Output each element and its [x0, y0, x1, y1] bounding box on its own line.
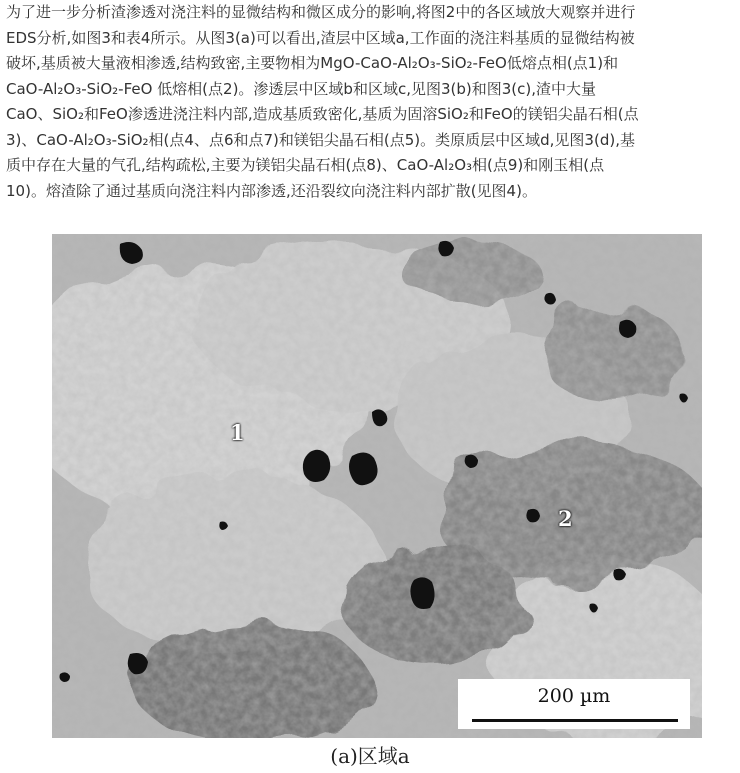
paragraph-line: 为了进一步分析渣渗透对浇注料的显微结构和微区成分的影响,将图2中的各区域放大观察并进行	[6, 3, 636, 21]
scale-bar-line	[472, 719, 678, 722]
paragraph-line: CaO-Al₂O₃-SiO₂-FeO 低熔相(点2)。渗透层中区域b和区域c,见图3(b)和图3(c),渣中大量	[6, 79, 596, 98]
micrograph-texture	[52, 234, 702, 738]
sem-micrograph	[52, 234, 702, 738]
paragraph-line: EDS分析,如图3和表4所示。从图3(a)可以看出,渣层中区域a,工作面的浇注料基质的显微结构被	[6, 28, 635, 47]
scale-bar-label: 200 µm	[537, 685, 611, 707]
paragraph-line: 质中存在大量的气孔,结构疏松,主要为镁铝尖晶石相(点8)、CaO-Al₂O₃相(点9)和刚玉相(点	[6, 156, 605, 174]
paragraph-line: 3)、CaO-Al₂O₃-SiO₂相(点4、点6和点7)和镁铝尖晶石相(点5)。类原质层中区域d,见图3(d),基	[6, 130, 635, 149]
paragraph-line: CaO、SiO₂和FeO渗透进浇注料内部,造成基质致密化,基质为固溶SiO₂和FeO的镁铝尖晶石相(点	[6, 105, 639, 123]
figure-caption: (a)区域a	[330, 744, 410, 768]
body-paragraph	[6, 0, 734, 204]
paragraph-line: 破坏,基质被大量液相渗透,结构致密,主要物相为MgO-CaO-Al₂O₃-SiO₂-FeO低熔点相(点1)和	[6, 54, 619, 72]
point-label-1: 1	[230, 420, 245, 445]
scale-bar	[458, 679, 690, 729]
point-label-2: 2	[558, 506, 573, 531]
paragraph-line: 10)。熔渣除了通过基质向浇注料内部渗透,还沿裂纹向浇注料内部扩散(见图4)。	[6, 181, 537, 200]
